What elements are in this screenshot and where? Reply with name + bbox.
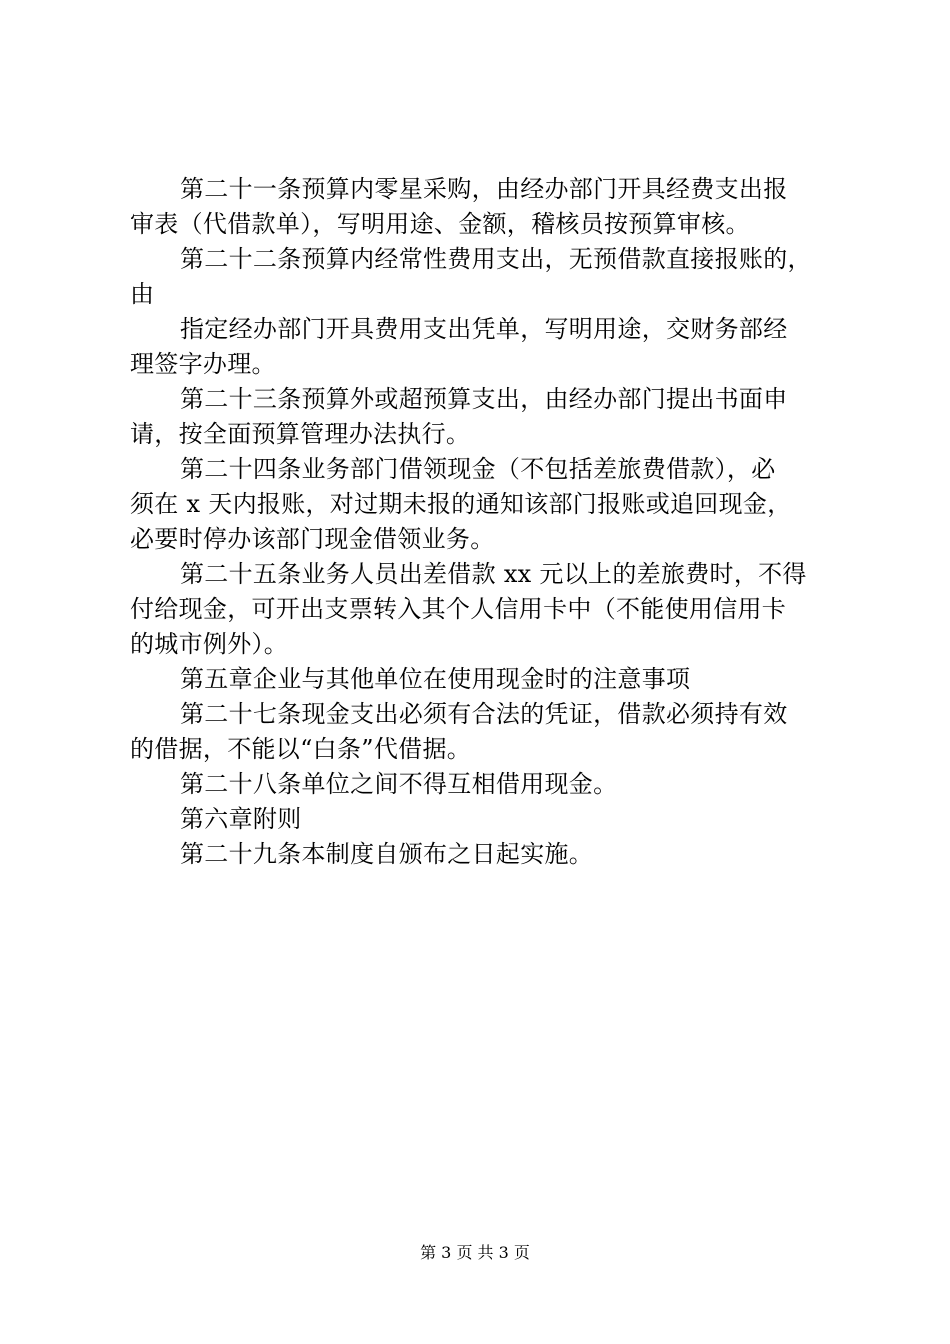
text-line: 理签字办理。 [130,350,276,378]
text-line: 的借据，不能以“白条”代借据。 [130,735,472,763]
text-line: 必要时停办该部门现金借领业务。 [130,525,495,553]
text-line: 指定经办部门开具费用支出凭单，写明用途，交财务部经 [180,315,788,343]
text-line: 第二十八条单位之间不得互相借用现金。 [180,770,618,798]
text-line: 第二十三条预算外或超预算支出，由经办部门提出书面申 [180,385,788,413]
page-footer [0,1242,950,1264]
document-body [130,172,842,872]
text-line: 第二十四条业务部门借领现金（不包括差旅费借款），必 [180,455,776,483]
chapter-heading: 第六章附则 [180,805,302,833]
text-line: 须在 x 天内报账，对过期未报的通知该部门报账或追回现金， [130,490,792,518]
page-total: 共 3 页 [477,1243,530,1262]
text-line: 第二十一条预算内零星采购，由经办部门开具经费支出报 [180,175,788,203]
text-line: 第二十二条预算内经常性费用支出，无预借款直接报账的， [180,245,812,273]
text-line: 的城市例外）。 [130,630,289,658]
text-line: 第二十七条现金支出必须有合法的凭证，借款必须持有效 [180,700,788,728]
page-number: 第 3 页 [420,1243,473,1262]
text-line: 请，按全面预算管理办法执行。 [130,420,471,448]
text-line: 付给现金，可开出支票转入其个人信用卡中（不能使用信用卡 [130,595,787,623]
text-line: 第二十五条业务人员出差借款 xx 元以上的差旅费时，不得 [180,560,807,588]
chapter-heading: 第五章企业与其他单位在使用现金时的注意事项 [180,665,691,693]
text-line: 审表（代借款单），写明用途、金额，稽核员按预算审核。 [130,210,750,238]
text-line: 第二十九条本制度自颁布之日起实施。 [180,840,594,868]
text-line: 由 [130,280,155,308]
